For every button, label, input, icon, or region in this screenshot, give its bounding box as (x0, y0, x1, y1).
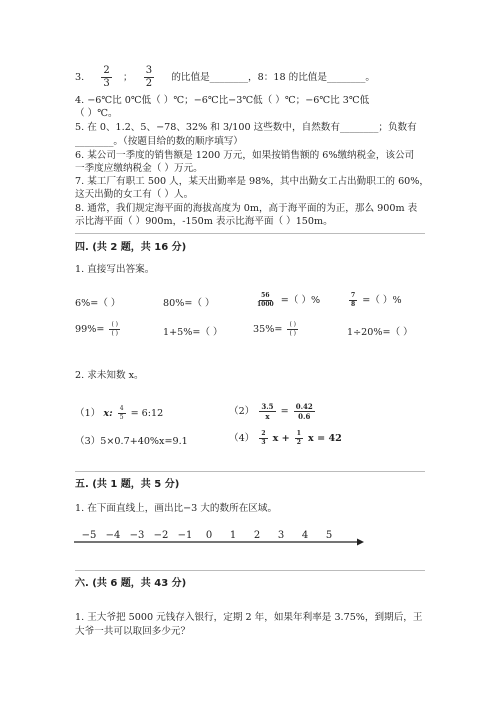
tick-label: −4 (105, 530, 121, 541)
question-3: 3. $\frac{2}{3}$ ； $\frac{3}{2}$ 的比值是________，8：18 的比值是________。 (75, 65, 375, 89)
equation-3: （3）5×0.7+40%x=9.1 (75, 436, 188, 447)
question-number: 3. (75, 72, 85, 83)
equation-2: （2） $\frac{3.5}{x}$ = $\frac{0.42}{0.6}$ (229, 402, 313, 421)
question-5-line-1: 5. 在 0、1.2、5、−78、32% 和 3/100 这些数中，自然数有________；负数有 (75, 122, 417, 133)
tick-label: −5 (81, 530, 97, 541)
tick-label: −3 (129, 530, 145, 541)
oral-item: 99%= $\frac{( )}{( )}$ (75, 321, 119, 337)
part-title: 2. 求未知数 x。 (75, 370, 144, 381)
oral-item: 35%= $\frac{( )}{( )}$ (253, 321, 297, 337)
question-6-line-1: 6. 某公司一季度的销售额是 1200 万元，如果按销售额的 6%缴纳税金，该公司 (75, 150, 415, 161)
fraction: $\frac{1}{2}$ (296, 430, 301, 446)
fraction: $\frac{3.5}{x}$ (261, 402, 274, 421)
tick-label: 4 (301, 530, 309, 541)
question-7-line-1: 7. 某工厂有职工 500 人，某天出勤率是 98%，其中出勤女工占出勤职工的 60%， (75, 176, 429, 187)
question-8-line-1: 8. 通常，我们规定海平面的海拔高度为 0m，高于海平面的为正，那么 900m 表 (75, 203, 418, 214)
section-heading: 六. (共 6 题，共 43 分) (75, 578, 187, 589)
question-4-line-2: （ ）℃。 (75, 108, 118, 119)
tick-label: −2 (153, 530, 169, 541)
tick-label: 2 (253, 530, 261, 541)
fraction: $\frac{2}{3}$ (103, 65, 110, 89)
part-title: 1. 直接写出答案。 (75, 264, 155, 275)
fraction: $\frac{56}{1000}$ (257, 292, 274, 308)
arrow-right-icon (357, 539, 364, 546)
question-8-line-2: 示比海平面（ ）900m，-150m 表示比海平面（ ）150m。 (75, 216, 333, 227)
oral-item: 1+5%=（ ） (163, 327, 223, 338)
tick-label: −1 (177, 530, 193, 541)
question-5-line-2: ________。（按题目给的数的顺序填写） (75, 136, 243, 147)
question-6-line-2: 一季度应缴纳税金（ ）万元。 (75, 163, 203, 174)
oral-item: 80%=（ ） (163, 298, 215, 309)
oral-item: 6%=（ ） (75, 298, 121, 309)
section-divider (75, 570, 425, 571)
oral-item: $\frac{7}{8}$ =（ ）% (351, 292, 402, 308)
section-divider (75, 471, 425, 472)
question-line-1: 1. 王大爷把 5000 元钱存入银行，定期 2 年，如果年利率是 3.75%，到期后，王 (75, 612, 423, 623)
equation-1: （1） x: $\frac{4}{5}$ = 6:12 (75, 405, 164, 421)
fraction: $\frac{7}{8}$ (351, 292, 356, 308)
tick-label: 1 (229, 530, 237, 541)
section-divider (75, 233, 425, 234)
fraction: $\frac{4}{5}$ (119, 405, 124, 421)
question-4-line-1: 4. −6℃比 0℃低（ ）℃；−6℃比−3℃低（ ）℃；−6℃比 3℃低 (75, 95, 370, 106)
fraction: $\frac{( )}{( )}$ (111, 321, 119, 337)
tick-label: 0 (205, 530, 213, 541)
fraction: $\frac{2}{3}$ (261, 430, 266, 446)
fraction: $\frac{3}{2}$ (145, 65, 153, 89)
tick-label: 3 (277, 530, 285, 541)
equation-4: （4） $\frac{2}{3}$ x + $\frac{1}{2}$ x = 42 (229, 430, 342, 446)
tick-label: 5 (325, 530, 333, 541)
section-heading: 五. (共 1 题，共 5 分) (75, 479, 180, 490)
fraction: $\frac{0.42}{0.6}$ (295, 402, 313, 421)
question-line-2: 大爷一共可以取回多少元？ (75, 626, 191, 637)
question-text: 1. 在下面直线上，画出比−3 大的数所在区域。 (75, 503, 278, 514)
oral-item: 1÷20%=（ ） (347, 327, 413, 338)
section-heading: 四. (共 2 题，共 16 分) (75, 242, 187, 253)
question-7-line-2: 这天出勤的女工有（ ）人。 (75, 189, 194, 200)
fraction: $\frac{( )}{( )}$ (289, 321, 297, 337)
oral-item: $\frac{56}{1000}$ =（ ）% (257, 292, 321, 308)
